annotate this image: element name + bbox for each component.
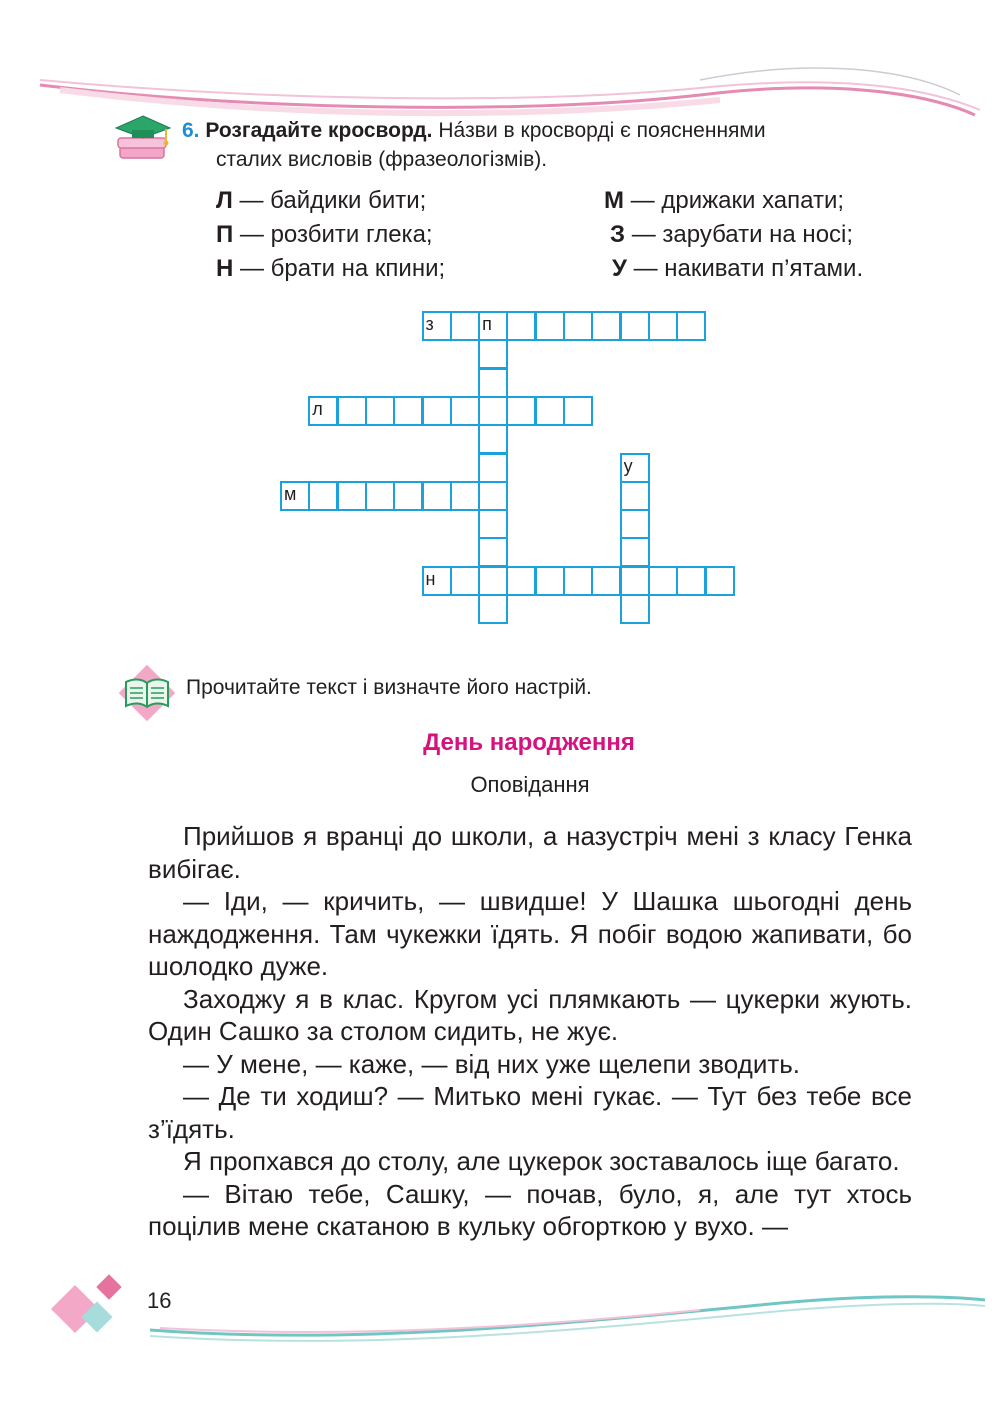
story-paragraph: — Де ти ходиш? — Митько мені гукає. — Тут без тебе все з’їдять.	[148, 1081, 912, 1144]
crossword-cell[interactable]	[620, 537, 650, 567]
story-paragraph: — Іди, — кричить, — швидше! У Шашка шьогодні день наждодження. Там чукежки їдять. Я побіг водою жапивати, бо шолодко дуже.	[148, 886, 912, 981]
crossword-cell[interactable]	[450, 566, 480, 596]
crossword-cell[interactable]	[365, 396, 395, 426]
crossword-cell[interactable]	[337, 481, 367, 511]
crossword-cell-letter: п	[482, 314, 492, 334]
crossword-cell[interactable]	[450, 396, 480, 426]
crossword-cell[interactable]	[563, 311, 593, 341]
crossword-cell[interactable]	[591, 311, 621, 341]
clue-item: Л — байдики бити;	[216, 187, 427, 214]
crossword-cell[interactable]	[422, 481, 452, 511]
crossword-cell[interactable]	[535, 311, 565, 341]
task-title: Розгадайте кросворд.	[205, 119, 433, 142]
crossword-cell[interactable]	[450, 311, 480, 341]
crossword-cell[interactable]	[506, 566, 536, 596]
crossword-cell[interactable]	[676, 311, 706, 341]
crossword-cell[interactable]	[422, 311, 452, 341]
crossword-cell[interactable]	[478, 339, 508, 369]
crossword-cell[interactable]	[478, 509, 508, 539]
crossword-cell[interactable]	[563, 566, 593, 596]
crossword-cell[interactable]	[620, 594, 650, 624]
crossword-cell[interactable]	[591, 566, 621, 596]
crossword-cell[interactable]	[620, 311, 650, 341]
crossword-cell[interactable]	[393, 396, 423, 426]
crossword-cell[interactable]	[535, 396, 565, 426]
crossword-cell[interactable]	[478, 311, 508, 341]
page-number: 16	[147, 1288, 172, 1313]
clue-item: Н — брати на кпини;	[216, 255, 446, 282]
crossword-cell-letter: н	[425, 568, 436, 589]
clue-item: П — розбити глека;	[216, 221, 433, 248]
crossword-cell[interactable]	[422, 396, 452, 426]
task-instruction-line1: Нáзви в кросворді є поясненнями	[438, 119, 766, 142]
crossword-cell[interactable]	[506, 396, 536, 426]
crossword-cell[interactable]	[620, 566, 650, 596]
story-paragraph: — Вітаю тебе, Сашку, — почав, було, я, але тут хтось поцілив мене скатаною в кульку обгорткою у вухо. —	[148, 1178, 912, 1241]
crossword-cell[interactable]	[422, 566, 452, 596]
crossword-cell[interactable]	[280, 481, 310, 511]
crossword-cell[interactable]	[478, 537, 508, 567]
crossword-cell[interactable]	[365, 481, 395, 511]
crossword-cell[interactable]	[308, 396, 338, 426]
crossword-cell-letter: з	[425, 314, 434, 334]
story-paragraph: Прийшов я вранці до школи, а назустріч мені з класу Генка вибігає.	[148, 821, 912, 884]
crossword-cell[interactable]	[563, 396, 593, 426]
crossword-cell-letter: л	[312, 398, 323, 419]
crossword-cell[interactable]	[308, 481, 338, 511]
crossword-cell[interactable]	[648, 311, 678, 341]
crossword-cell[interactable]	[478, 368, 508, 398]
story-title: День народження	[423, 729, 635, 756]
task-instruction-line2: сталих висловів (фразеологізмів).	[216, 148, 548, 171]
crossword-cell[interactable]	[478, 396, 508, 426]
clue-item: У — накивати п’ятами.	[612, 255, 864, 282]
open-book-icon	[118, 664, 176, 722]
reading-instruction: Прочитайте текст і визначте його настрій.	[186, 676, 592, 699]
clue-item: М — дрижаки хапати;	[604, 187, 845, 214]
story-genre: Оповідання	[470, 772, 590, 797]
crossword-cell[interactable]	[620, 453, 650, 483]
crossword-cell[interactable]	[620, 509, 650, 539]
story-paragraph: Я пропхався до столу, але цукерок зоставалось іще багато.	[183, 1146, 900, 1176]
book-graduation-cap-icon	[112, 110, 174, 170]
crossword-cell[interactable]	[478, 453, 508, 483]
crossword-cell-letter: у	[623, 455, 633, 476]
task-number: 6.	[182, 119, 200, 142]
story-text	[148, 820, 912, 1243]
crossword-cell[interactable]	[478, 424, 508, 454]
crossword-cell[interactable]	[450, 481, 480, 511]
crossword-cell[interactable]	[620, 481, 650, 511]
clues-right	[604, 184, 863, 286]
story-paragraph: Заходжу я в клас. Кругом усі плямкають — цукерки жують. Один Сашко за столом сидить, не жує.	[148, 983, 912, 1046]
crossword-cell[interactable]	[337, 396, 367, 426]
crossword-cell[interactable]	[393, 481, 423, 511]
crossword-cell[interactable]	[478, 481, 508, 511]
crossword-cell[interactable]	[705, 566, 735, 596]
crossword-cell[interactable]	[676, 566, 706, 596]
crossword-cell[interactable]	[506, 311, 536, 341]
task-6-instruction	[182, 116, 912, 174]
crossword-cell-letter: м	[284, 483, 297, 504]
crossword-cell[interactable]	[478, 566, 508, 596]
crossword-cell[interactable]	[535, 566, 565, 596]
clues-left	[216, 184, 445, 286]
story-paragraph: — У мене, — каже, — від них уже щелепи зводить.	[183, 1048, 801, 1079]
crossword-cell[interactable]	[478, 594, 508, 624]
clue-item: З — зарубати на носі;	[610, 221, 854, 248]
crossword-cell[interactable]	[648, 566, 678, 596]
